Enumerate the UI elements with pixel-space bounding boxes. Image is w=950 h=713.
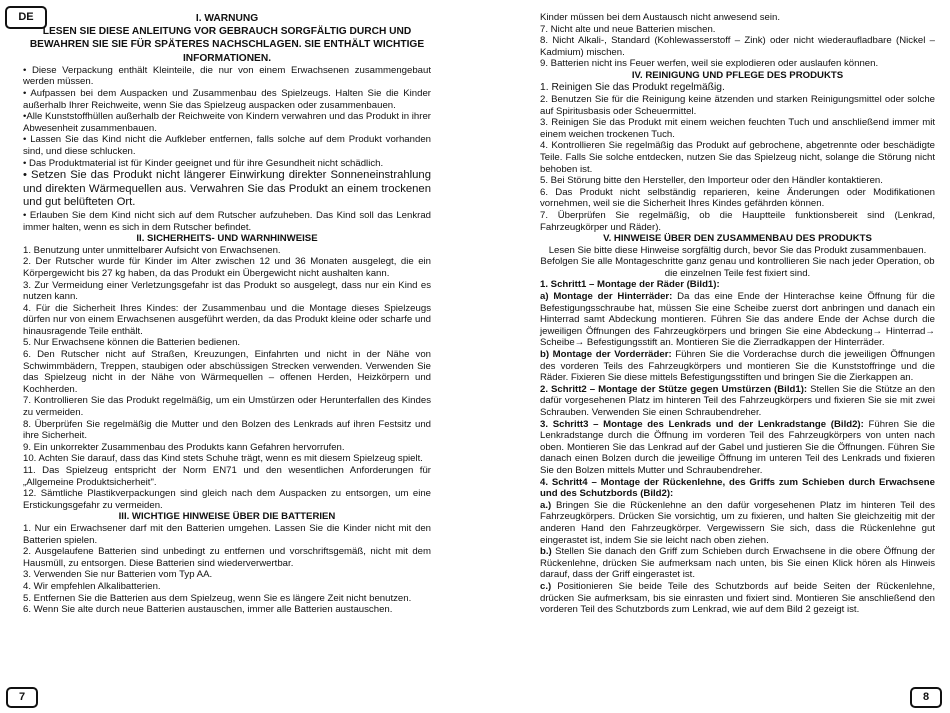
safety-item: 10. Achten Sie darauf, dass das Kind stets Schuhe trägt, wenn es mit diesem Spielzeug spielt. — [23, 453, 423, 465]
step-4c-label: c.) — [540, 580, 552, 592]
section-heading-batteries: III. WICHTIGE HINWEISE ÜBER DIE BATTERIEN — [118, 511, 336, 523]
step-4a — [540, 500, 935, 546]
step-4-label: 4. Schritt4 – Montage der Rückenlehne, des Griffs zum Schieben durch Erwachsene und des Schutzbords (Bild2): — [540, 476, 935, 500]
safety-item: 6. Den Rutscher nicht auf Straßen, Kreuzungen, Einfahrten und nicht in der Nähe von Schwimmbädern, Treppen, staubigen oder abschüssigen Strecken verwenden. Verwenden Sie das Spielzeug nicht in der Nähe von Wärmequellen – offenen Herden, Heizkörpern und Kochherden. — [23, 349, 431, 395]
step-1a — [540, 291, 935, 349]
step-4b — [540, 546, 935, 581]
language-badge: DE — [5, 6, 47, 29]
battery-item: Kinder müssen bei dem Austausch nicht anwesend sein. — [540, 12, 780, 23]
assembly-intro: Lesen Sie bitte diese Hinweise sorgfältig durch, bevor Sie das Produkt zusammenbauen. Befolgen Sie alle Montageschritte ganz genau und kontrollieren Sie nach jeder Operation, ob die einzelnen Teile fest fixiert sind. — [540, 244, 935, 279]
step-1b-label: b) Montage der Vorderräder: — [540, 349, 672, 361]
step-3-text: Führen Sie die Lenkradstange durch die Öffnung im vorderen Teil des Fahrzeugkörpers von unten nach oben. Montieren Sie das Lenkrad auf der Gabel und justieren Sie die Öffnungen. Führen Sie danach einen Bolzen durch die jeweilige Öffnung im unteren Teil des Lenkrads und fixieren Sie den Bolzen mittels Mutter und Schraubendreher. — [540, 418, 936, 476]
safety-item: 8. Überprüfen Sie regelmäßig die Mutter und den Bolzen des Lenkrads auf ihren Festsitz und ihre Sicherheit. — [23, 418, 431, 442]
step-4a-text: Bringen Sie die Rückenlehne an den dafür vorgesehenen Platz im hinteren Teil des Fahrzeugkörpers. Drücken Sie vorsichtig, um zu fixieren, und halten Sie gleichzeitig mit der anderen Hand den Fahrzeugkörper. Vergewissern Sie sich, dass die Rückenlehne gut eingerastet ist, indem Sie sie leicht nach oben ziehen. — [540, 499, 935, 546]
step-1b-text: Führen Sie die Vorderachse durch die jeweiligen Öffnungen des vorderen Teils des Fahrzeugkörpers und montieren Sie die Kunststoffringe und die Räder. Fixieren Sie diese mittels Befestigungsstiften und bringen Sie die Zierkappen an. — [540, 349, 936, 384]
step-4b-text: Stellen Sie danach den Griff zum Schieben durch Erwachsene in die obere Öffnung der Rückenlehne, drücken Sie aufmerksam nach unten, bis Sie einen Klick hören als Hinweis darauf, dass der Griff eingerastet ist. — [540, 546, 935, 581]
battery-item: 6. Wenn Sie alte durch neue Batterien austauschen, immer alle Batterien austauschen. — [23, 604, 393, 616]
step-1-title-text: 1. Schritt1 – Montage der Räder (Bild1): — [540, 279, 720, 291]
safety-item: 1. Benutzung unter unmittelbarer Aufsicht von Erwachsenen. — [23, 244, 281, 256]
safety-item: 7. Kontrollieren Sie das Produkt regelmäßig, um ein Umstürzen oder Herunterfallen des Kindes zu vermeiden. — [23, 395, 431, 419]
section-heading-warning: I. WARNUNG — [195, 13, 259, 24]
safety-item: 9. Ein unkorrekter Zusammenbau des Produkts kann Gefahren hervorrufen. — [23, 441, 345, 453]
cleaning-item: 6. Das Produkt nicht selbständig reparieren, keine Änderungen oder Modifikationen vornehmen, weil sie die Sicherheit Ihres Kindes gefährden können. — [540, 186, 935, 210]
safety-item: 11. Das Spielzeug entspricht der Norm EN71 und den wesentlichen Anforderungen für „Allgemeine Produktsicherheit". — [23, 465, 431, 488]
warning-item: • Aufpassen bei dem Auspacken und Zusammenbau des Spielzeugs. Halten Sie die Kinder außerhalb Ihrer Reichweite, wenn Sie das Spielzeug auspacken oder zusammenbauen. — [23, 88, 431, 111]
step-1b — [540, 349, 935, 384]
cleaning-item: 3. Reinigen Sie das Produkt mit einem weichen feuchten Tuch und anschließend immer mit einem weichen trockenen Tuch. — [540, 117, 935, 140]
section-heading-safety: II. SICHERHEITS- UND WARNHINWEISE — [136, 233, 318, 245]
warning-item: • Setzen Sie das Produkt nicht längerer Einwirkung direkter Sonneneinstrahlung und direkten Wärmequellen aus. Verwahren Sie das Produkt an einem trockenen und gut belüfteten Ort. — [23, 169, 431, 209]
page-number-right: 8 — [910, 687, 942, 708]
battery-item: 3. Verwenden Sie nur Batterien vom Typ AA. — [23, 569, 213, 581]
safety-item: 4. Für die Sicherheit Ihres Kindes: der Zusammenbau und die Montage dieses Spielzeugs dürfen nur von einem Erwachsenen ausgeführt werden, da das Produkt kleine oder scharfe und hinausragende Teile enthält. — [23, 302, 431, 337]
cleaning-item: 2. Benutzen Sie für die Reinigung keine ätzenden und starken Reinigungsmittel oder solche auf Spiritusbasis oder Scheuermittel. — [540, 93, 935, 117]
step-3 — [540, 419, 935, 477]
battery-item: 9. Batterien nicht ins Feuer werfen, weil sie explodieren oder auslaufen können. — [540, 58, 879, 70]
section-heading-assembly: V. HINWEISE ÜBER DEN ZUSAMMENBAU DES PRODUKTS — [603, 233, 872, 245]
step-3-label: 3. Schritt3 – Montage des Lenkrads und der Lenkradstange (Bild2): — [540, 418, 864, 430]
step-4a-label: a.) — [540, 499, 552, 511]
safety-item: 12. Sämtliche Plastikverpackungen sind gleich nach dem Auspacken zu entsorgen, um eine Erstickungsgefahr zu vermeiden. — [23, 488, 431, 511]
step-1a-text: Da das eine Ende der Hinterachse keine Öffnung für die Befestigungsschraube hat, müssen Sie eine Scheibe zuerst dort anbringen und danach ein Hinterrad samt Abdeckung montieren. Führen Sie das andere Ende der Achse durch die jeweiligen Öffnungen des Fahrzeugkörpers und bringen Sie eine Abdeckung→ Hinterrad→ Scheibe→ Befestigungsstift an. Montieren Sie die Zierradkappen der Hinterräder. — [540, 291, 935, 349]
warning-item: • Diese Verpackung enthält Kleinteile, die nur von einem Erwachsenen zusammengebaut werden müssen. — [23, 64, 431, 88]
safety-item: 2. Der Rutscher wurde für Kinder im Alter zwischen 12 und 36 Monaten ausgelegt, die ein Körpergewicht bis 27 kg haben, da das Produkt ein Übergewicht nicht aushalten kann. — [23, 256, 431, 279]
step-4-title — [540, 477, 935, 500]
battery-item: 2. Ausgelaufene Batterien sind unbedingt zu entfernen und vorschriftsgemäß, nicht mit dem Hausmüll, zu entsorgen. Diese Batterien sind wiederverwertbar. — [23, 546, 431, 569]
battery-item: 4. Wir empfehlen Alkalibatterien. — [23, 580, 161, 592]
step-4c — [540, 581, 935, 616]
step-4c-text: Positionieren Sie beide Teile des Schutzbords auf beide Seiten der Rückenlehne, drücken Sie aufmerksam, bis sie einrasten und fixiert sind. Montieren Sie anschließend den vorderen Teil des Schutzbords zum Lenkrad, wie auf dem Bild 2 gezeigt ist. — [540, 580, 935, 616]
cleaning-item: 7. Überprüfen Sie regelmäßig, ob die Hauptteile funktionsbereit sind (Lenkrad, Fahrzeugkörper und Räder). — [540, 209, 935, 233]
step-4b-label: b.) — [540, 546, 552, 558]
page-number-left: 7 — [6, 687, 38, 708]
step-2-text: Stellen Sie die Stütze an den dafür vorgesehenen Platz im hinteren Teil des Fahrzeugkörpers und fixieren Sie sie mit zwei Schrauben. Verwenden Sie einen Schraubendreher. — [540, 383, 935, 418]
step-1a-label: a) Montage der Hinterräder: — [540, 291, 673, 303]
warning-item: • Erlauben Sie dem Kind nicht sich auf dem Rutscher aufzuheben. Das Kind soll das Lenkrad immer halten, wenn es sich in dem Rutscher befindet. — [23, 209, 431, 233]
step-2-label: 2. Schritt2 – Montage der Stütze gegen Umstürzen (Bild1): — [540, 383, 808, 395]
battery-item: 8. Nicht Alkali-, Standard (Kohlewasserstoff – Zink) oder nicht wiederaufladbare (Nickel – Kadmium) mischen. — [540, 35, 935, 58]
cleaning-item: 1. Reinigen Sie das Produkt regelmäßig. — [540, 81, 725, 93]
section-heading-cleaning: IV. REINIGUNG UND PFLEGE DES PRODUKTS — [631, 69, 844, 81]
step-1-title — [540, 279, 935, 291]
warning-item: •Alle Kunststoffhüllen außerhalb der Reichweite von Kindern verwahren und das Produkt in ihrer Abwesenheit zusammenbauen. — [23, 111, 431, 134]
warning-intro: LESEN SIE DIESE ANLEITUNG VOR GEBRAUCH SORGFÄLTIG DURCH UND BEWAHREN SIE SIE FÜR SPÄTERES NACHSCHLAGEN. SIE ENTHÄLT WICHTIGE INFORMATIONEN. — [29, 26, 425, 64]
safety-item: 3. Zur Vermeidung einer Verletzungsgefahr ist das Produkt so ausgelegt, dass nur ein Kind es nutzen kann. — [23, 279, 431, 303]
safety-item: 5. Nur Erwachsene können die Batterien bedienen. — [23, 337, 241, 349]
cleaning-item: 5. Bei Störung bitte den Hersteller, den Importeur oder den Händler kontaktieren. — [540, 175, 883, 187]
battery-item: 1. Nur ein Erwachsener darf mit den Batterien umgehen. Lassen Sie die Kinder nicht mit den Batterien spielen. — [23, 522, 431, 546]
right-column — [540, 12, 935, 616]
warning-item: • Lassen Sie das Kind nicht die Aufkleber entfernen, falls solche auf dem Produkt vorhanden sind, und diese schlucken. — [23, 134, 431, 157]
warning-item: • Das Produktmaterial ist für Kinder geeignet und für ihre Gesundheit nicht schädlich. — [23, 157, 384, 169]
battery-item: 5. Entfernen Sie die Batterien aus dem Spielzeug, wenn Sie es längere Zeit nicht benutzen. — [23, 592, 412, 604]
cleaning-item: 4. Kontrollieren Sie regelmäßig das Produkt auf gebrochene, abgetrennte oder beschädigte Teile. Falls Sie solche entdecken, nutzen Sie das Spielzeug nicht, solange die Störung nicht behoben ist. — [540, 140, 935, 175]
left-column — [23, 12, 431, 616]
battery-item: 7. Nicht alte und neue Batterien mischen. — [540, 23, 716, 35]
step-2 — [540, 384, 935, 419]
